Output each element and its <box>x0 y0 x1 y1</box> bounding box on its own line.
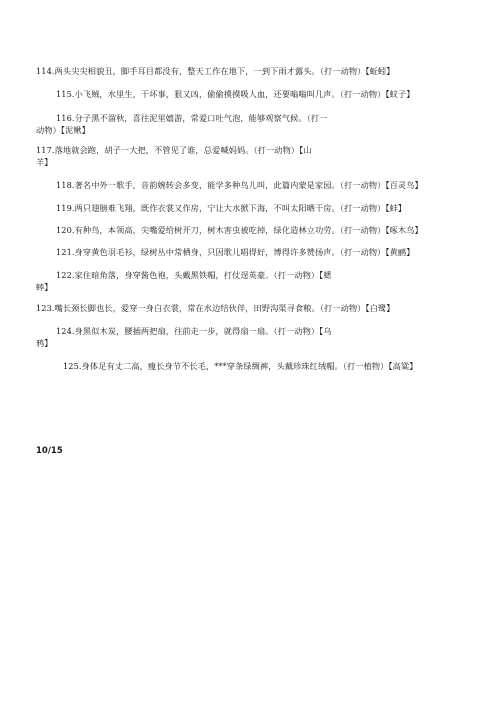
riddle-121: 121.身穿黄色羽毛衫，绿树丛中常栖身，只因歌儿唱得好，博得许多赞扬声。（打一动物）【黄鹂】 <box>56 247 415 257</box>
riddle-125: 125.身体足有丈二高，瘦长身节不长毛，***穿条绿绸裤，头戴珍珠红绒帽。（打一植物）【高粱】 <box>63 361 418 371</box>
riddle-122-line-2: 蟀】 <box>36 282 53 292</box>
riddle-120: 120.有种鸟，本领高，尖嘴爱给树开刀，树木害虫被吃掉，绿化造林立功劳。（打一动物）【啄木鸟】 <box>56 225 423 235</box>
riddle-116-line-2: 动物）【泥鳅】 <box>36 125 90 135</box>
riddle-117-line-1: 117.落地就会跑，胡子一大把，不管见了谁，总爱喊妈妈。（打一动物）【山 <box>36 145 312 155</box>
riddle-117-line-2: 羊】 <box>36 157 53 167</box>
riddle-118: 118.著名中外一歌手，音韵婉转会多变，能学多种鸟儿叫，此篇内蒙是家园。（打一动物）【百灵鸟】 <box>56 180 423 190</box>
riddle-114: 114.两头尖尖相貌丑，脚手耳目都没有，整天工作在地下，一到下雨才露头。（打一动物）【蚯蚓】 <box>36 66 395 76</box>
riddle-122-line-1: 122.家住暗角落，身穿酱色袍，头戴黑铁帽，打仗逞英豪。（打一动物）【蟋 <box>56 270 332 280</box>
page-number: 10/15 <box>36 446 63 456</box>
riddle-124-line-2: 鸦】 <box>36 338 53 348</box>
riddle-124-line-1: 124.身黑似木炭，腰插两把扇，往前走一步，就得扇一扇。（打一动物）【乌 <box>56 326 332 336</box>
riddle-123: 123.嘴长颈长脚也长，爱穿一身白衣裳，常在水边结伙伴，田野沟渠寻食粮。（打一动物）【白鹭】 <box>36 303 395 313</box>
riddle-119: 119.两只翅膀难飞翔，既作衣裳又作房，宁让大水掀下海，不叫太阳晒干房。（打一动物）【蚌】 <box>56 203 407 213</box>
riddle-115: 115.小飞贼，水里生，干坏事，狠又凶，偷偷摸摸吸人血，还要嗡嗡叫几声。（打一动物）【蚊子】 <box>56 89 415 99</box>
riddle-116-line-1: 116.分子黑不溜秋，喜往泥里嬉游，常爱口吐气泡，能够观察气候。（打一 <box>56 113 328 123</box>
